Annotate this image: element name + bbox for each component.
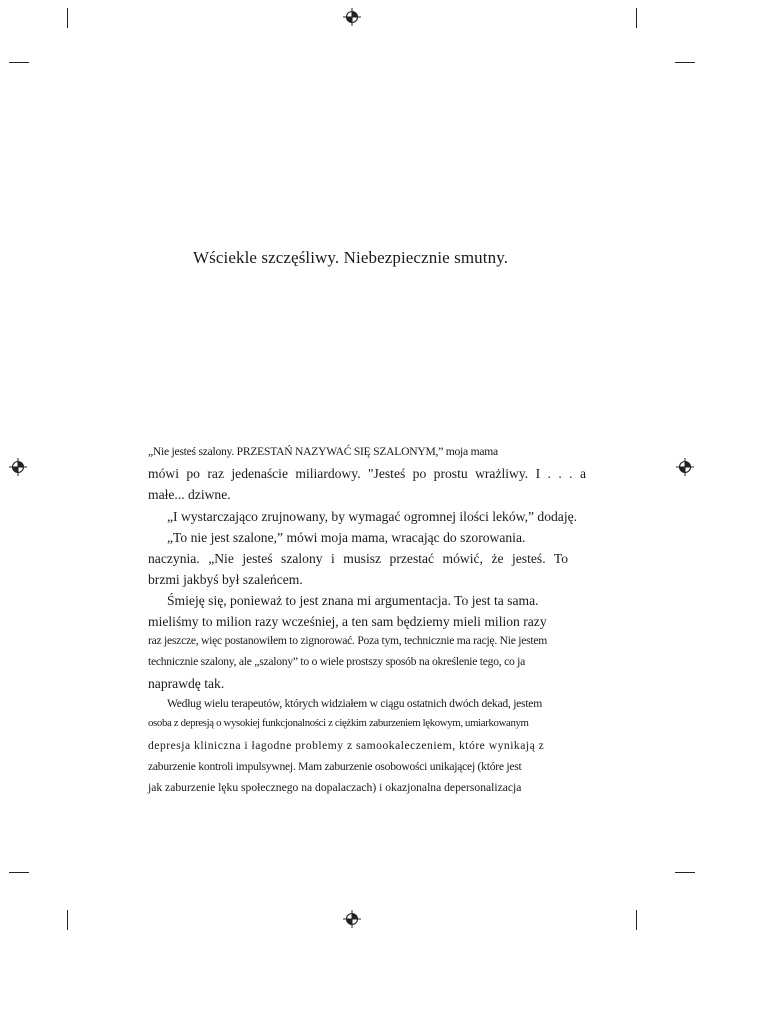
crop-mark-icon xyxy=(67,910,68,930)
text-line: technicznie szalony, ale „szalony” to o wiele prostszy sposób na określenie tego, co ja xyxy=(148,655,526,668)
text-line: depresja kliniczna i łagodne problemy z samookaleczeniem, które wynikają z xyxy=(148,739,545,752)
registration-crosshair-icon xyxy=(343,8,361,26)
text-line: raz jeszcze, więc postanowiłem to zignorować. Poza tym, technicznie ma rację. Nie jestem xyxy=(148,634,548,647)
text-line: jak zaburzenie lęku społecznego na dopalaczach) i okazjonalna depersonalizacja xyxy=(148,781,522,794)
text-line: „Nie jesteś szalony. PRZESTAŃ NAZYWAĆ SIĘ SZALONYM,” moja mama xyxy=(148,445,498,458)
registration-crosshair-icon xyxy=(676,458,694,476)
text-line: brzmi jakbyś był szaleńcem. xyxy=(148,572,303,587)
text-line: osoba z depresją o wysokiej funkcjonalności z ciężkim zaburzeniem lękowym, umiarkowanym xyxy=(148,717,529,729)
text-line: „I wystarczająco zrujnowany, by wymagać ogromnej ilości leków,” dodaję. xyxy=(167,509,578,524)
crop-mark-icon xyxy=(67,8,68,28)
registration-crosshair-icon xyxy=(9,458,27,476)
crop-mark-icon xyxy=(636,8,637,28)
text-line: naczynia. „Nie jesteś szalony i musisz przestać mówić, że jesteś. To xyxy=(148,551,568,566)
text-line: Śmieję się, ponieważ to jest znana mi argumentacja. To jest ta sama. xyxy=(167,593,539,608)
text-line: mieliśmy to milion razy wcześniej, a ten sam będziemy mieli milion razy xyxy=(148,614,547,629)
registration-crosshair-icon xyxy=(343,910,361,928)
text-line: zaburzenie kontroli impulsywnej. Mam zaburzenie osobowości unikającej (które jest xyxy=(148,760,522,773)
crop-mark-icon xyxy=(636,910,637,930)
text-line: naprawdę tak. xyxy=(148,676,225,691)
text-line: Według wielu terapeutów, których widziałem w ciągu ostatnich dwóch dekad, jestem xyxy=(167,697,542,710)
crop-mark-icon xyxy=(675,62,695,63)
text-line: „To nie jest szalone,” mówi moja mama, wracając do szorowania. xyxy=(167,530,526,545)
text-line: mówi po raz jedenaście miliardowy. "Jesteś po prostu wrażliwy. I . . . a xyxy=(148,466,586,481)
crop-mark-icon xyxy=(675,872,695,873)
chapter-title: Wściekle szczęśliwy. Niebezpiecznie smutny. xyxy=(193,248,509,267)
text-line: małe... dziwne. xyxy=(148,487,231,502)
crop-mark-icon xyxy=(9,872,29,873)
crop-mark-icon xyxy=(9,62,29,63)
